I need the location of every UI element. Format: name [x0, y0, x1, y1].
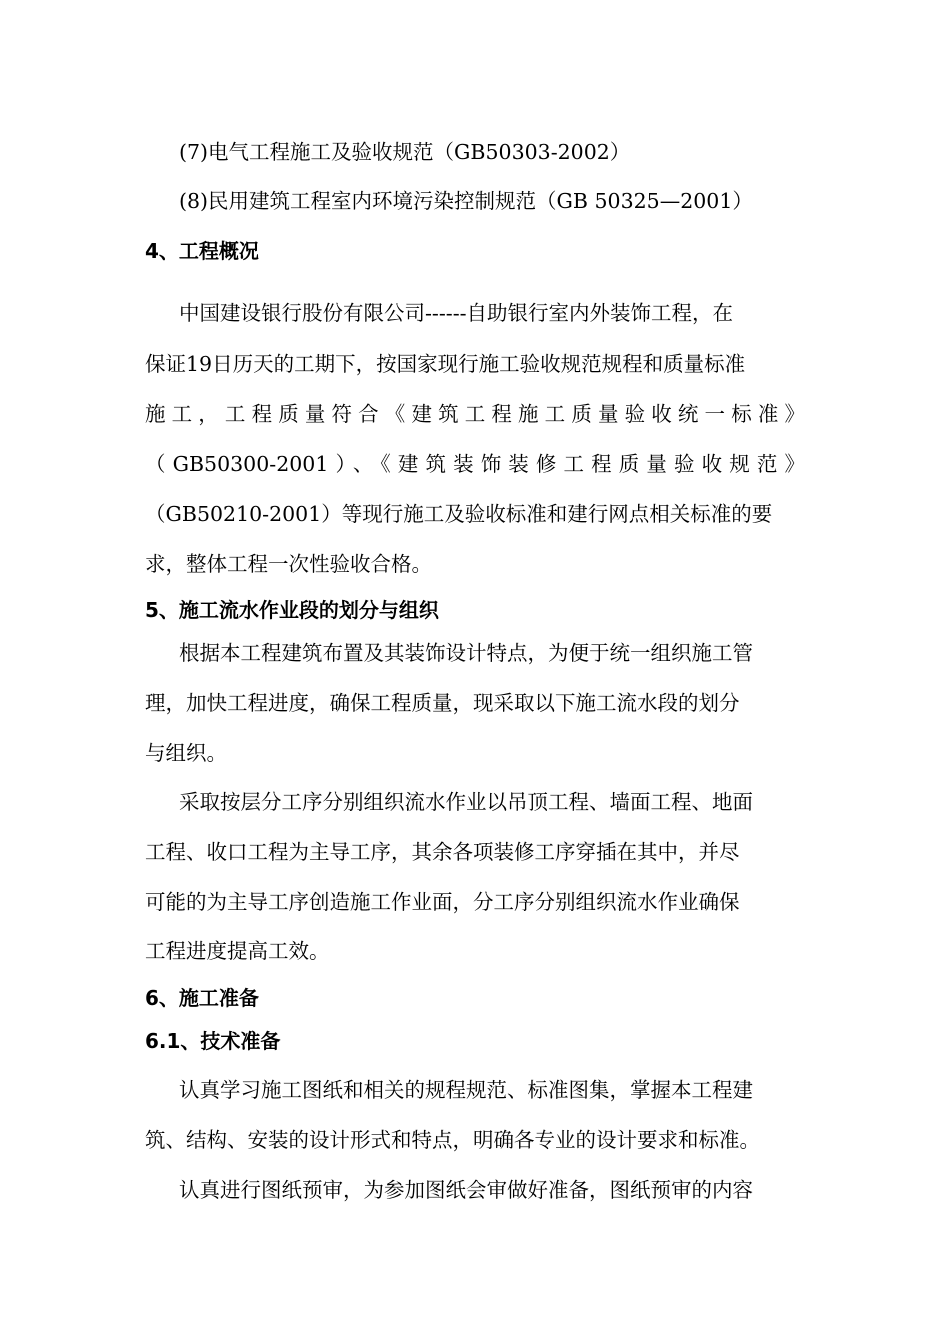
subsection-heading-6-1: 6.1、技术准备	[145, 1029, 281, 1053]
paragraph-line: 保证19日历天的工期下，按国家现行施工验收规范规程和质量标准	[145, 352, 746, 376]
standard-item-7: (7)电气工程施工及验收规范（GB50303-2002）	[179, 140, 631, 164]
paragraph-line: 采取按层分工序分别组织流水作业以吊顶工程、墙面工程、地面	[179, 790, 753, 814]
paragraph-line: 求，整体工程一次性验收合格。	[145, 552, 432, 576]
paragraph-line: 可能的为主导工序创造施工作业面，分工序分别组织流水作业确保	[145, 890, 740, 914]
paragraph-line: 认真学习施工图纸和相关的规程规范、标准图集，掌握本工程建	[179, 1078, 753, 1102]
paragraph-line: 与组织。	[145, 741, 227, 765]
paragraph-line: （GB50300-2001）、《建筑装饰装修工程质量验收规范》	[145, 452, 805, 476]
paragraph-line: 施工，工程质量符合《建筑工程施工质量验收统一标准》	[145, 402, 805, 426]
standard-item-8: (8)民用建筑工程室内环境污染控制规范（GB 50325—2001）	[179, 189, 753, 213]
paragraph-line: 认真进行图纸预审，为参加图纸会审做好准备，图纸预审的内容	[179, 1178, 753, 1202]
paragraph-line: 中国建设银行股份有限公司------自助银行室内外装饰工程，在	[179, 301, 734, 325]
paragraph-line: 工程、收口工程为主导工序，其余各项装修工序穿插在其中，并尽	[145, 840, 740, 864]
paragraph-line: （GB50210-2001）等现行施工及验收标准和建行网点相关标准的要	[145, 502, 773, 526]
section-heading-6: 6、施工准备	[145, 986, 259, 1010]
paragraph-line: 理，加快工程进度，确保工程质量，现采取以下施工流水段的划分	[145, 691, 740, 715]
paragraph-line: 工程进度提高工效。	[145, 939, 330, 963]
section-heading-4: 4、工程概况	[145, 239, 259, 263]
paragraph-line: 根据本工程建筑布置及其装饰设计特点，为便于统一组织施工管	[179, 641, 753, 665]
paragraph-line: 筑、结构、安装的设计形式和特点，明确各专业的设计要求和标准。	[145, 1128, 760, 1152]
section-heading-5: 5、施工流水作业段的划分与组织	[145, 598, 439, 622]
